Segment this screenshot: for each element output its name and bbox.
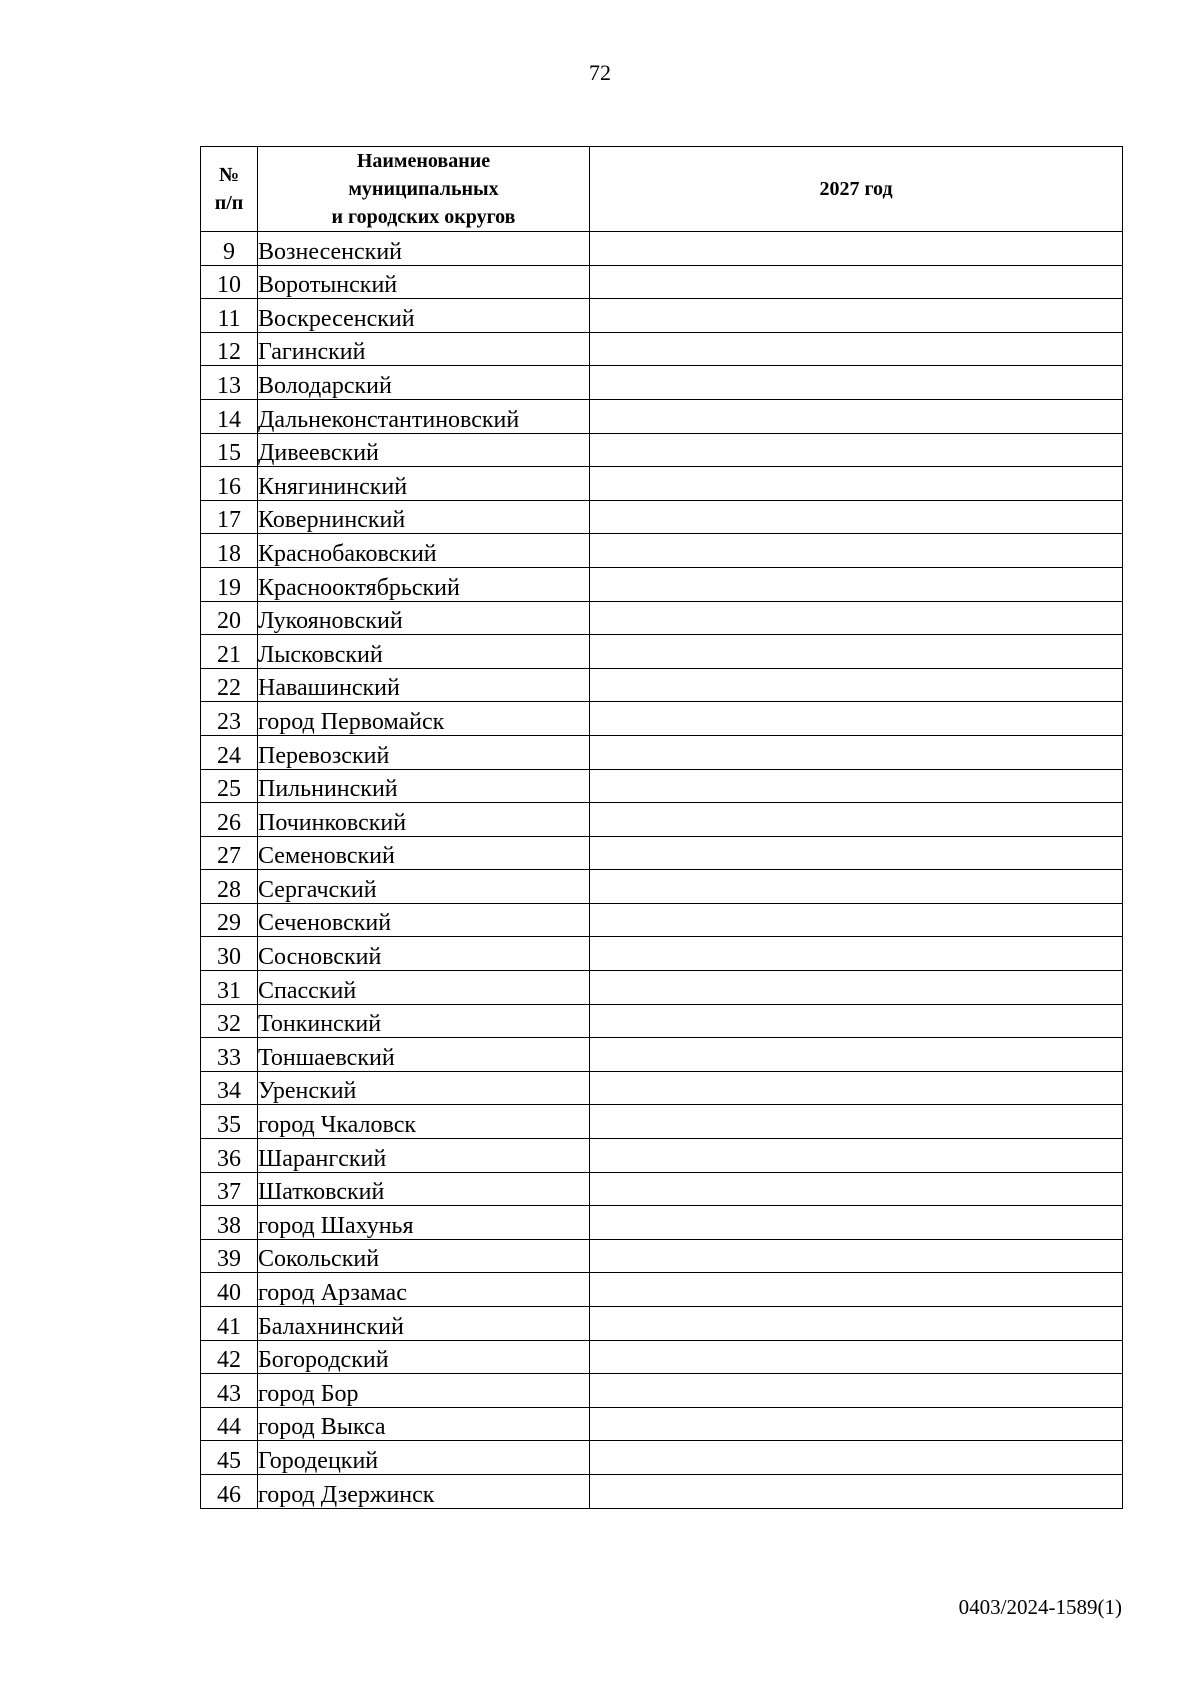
header-year: 2027 год bbox=[590, 147, 1123, 232]
row-number: 38 bbox=[201, 1206, 258, 1240]
table-body bbox=[201, 232, 1123, 1509]
year-2027-value bbox=[590, 803, 1123, 837]
row-number: 23 bbox=[201, 702, 258, 736]
district-name: Воротынский bbox=[258, 265, 590, 299]
district-name: Перевозский bbox=[258, 735, 590, 769]
table-row bbox=[201, 467, 1123, 501]
district-name: Починковский bbox=[258, 803, 590, 837]
district-name: Лукояновский bbox=[258, 601, 590, 635]
table-row bbox=[201, 668, 1123, 702]
year-2027-value bbox=[590, 836, 1123, 870]
row-number: 28 bbox=[201, 870, 258, 904]
district-name: Сокольский bbox=[258, 1239, 590, 1273]
row-number: 30 bbox=[201, 937, 258, 971]
row-number: 43 bbox=[201, 1374, 258, 1408]
district-name: город Чкаловск bbox=[258, 1105, 590, 1139]
year-2027-value bbox=[590, 735, 1123, 769]
row-number: 29 bbox=[201, 903, 258, 937]
year-2027-value bbox=[590, 1340, 1123, 1374]
year-2027-value bbox=[590, 1273, 1123, 1307]
row-number: 42 bbox=[201, 1340, 258, 1374]
table-row bbox=[201, 903, 1123, 937]
table-row bbox=[201, 1407, 1123, 1441]
year-2027-value bbox=[590, 332, 1123, 366]
year-2027-value bbox=[590, 399, 1123, 433]
district-name: Спасский bbox=[258, 971, 590, 1005]
district-name: город Бор bbox=[258, 1374, 590, 1408]
table-row bbox=[201, 769, 1123, 803]
district-name: Краснобаковский bbox=[258, 534, 590, 568]
row-number: 9 bbox=[201, 232, 258, 266]
district-name: город Шахунья bbox=[258, 1206, 590, 1240]
table-row bbox=[201, 232, 1123, 266]
row-number: 36 bbox=[201, 1139, 258, 1173]
district-name: Сергачский bbox=[258, 870, 590, 904]
district-name: Дальнеконстантиновский bbox=[258, 399, 590, 433]
table-row bbox=[201, 500, 1123, 534]
table-row bbox=[201, 937, 1123, 971]
row-number: 32 bbox=[201, 1004, 258, 1038]
table-row bbox=[201, 332, 1123, 366]
table-row bbox=[201, 1374, 1123, 1408]
table-row bbox=[201, 836, 1123, 870]
year-2027-value bbox=[590, 769, 1123, 803]
table-row bbox=[201, 735, 1123, 769]
table-row bbox=[201, 1307, 1123, 1341]
row-number: 26 bbox=[201, 803, 258, 837]
year-2027-value bbox=[590, 601, 1123, 635]
year-2027-value bbox=[590, 1441, 1123, 1475]
year-2027-value bbox=[590, 299, 1123, 333]
table-row bbox=[201, 1172, 1123, 1206]
year-2027-value bbox=[590, 1239, 1123, 1273]
row-number: 37 bbox=[201, 1172, 258, 1206]
district-name: Шарангский bbox=[258, 1139, 590, 1173]
row-number: 33 bbox=[201, 1038, 258, 1072]
row-number: 13 bbox=[201, 366, 258, 400]
year-2027-value bbox=[590, 1139, 1123, 1173]
year-2027-value bbox=[590, 903, 1123, 937]
table-row bbox=[201, 1474, 1123, 1508]
district-name: Володарский bbox=[258, 366, 590, 400]
district-name: Сеченовский bbox=[258, 903, 590, 937]
year-2027-value bbox=[590, 1206, 1123, 1240]
row-number: 46 bbox=[201, 1474, 258, 1508]
district-name: Краснооктябрьский bbox=[258, 567, 590, 601]
district-name: Городецкий bbox=[258, 1441, 590, 1475]
district-name: Княгининский bbox=[258, 467, 590, 501]
table-row bbox=[201, 803, 1123, 837]
year-2027-value bbox=[590, 1105, 1123, 1139]
row-number: 10 bbox=[201, 265, 258, 299]
district-name: Семеновский bbox=[258, 836, 590, 870]
row-number: 24 bbox=[201, 735, 258, 769]
row-number: 39 bbox=[201, 1239, 258, 1273]
year-2027-value bbox=[590, 1307, 1123, 1341]
row-number: 11 bbox=[201, 299, 258, 333]
year-2027-value bbox=[590, 635, 1123, 669]
row-number: 25 bbox=[201, 769, 258, 803]
district-name: Гагинский bbox=[258, 332, 590, 366]
table-row bbox=[201, 870, 1123, 904]
year-2027-value bbox=[590, 467, 1123, 501]
table-row bbox=[201, 299, 1123, 333]
district-name: Балахнинский bbox=[258, 1307, 590, 1341]
year-2027-value bbox=[590, 702, 1123, 736]
table-row bbox=[201, 1004, 1123, 1038]
year-2027-value bbox=[590, 1474, 1123, 1508]
year-2027-value bbox=[590, 1172, 1123, 1206]
row-number: 20 bbox=[201, 601, 258, 635]
row-number: 45 bbox=[201, 1441, 258, 1475]
table-row bbox=[201, 601, 1123, 635]
year-2027-value bbox=[590, 870, 1123, 904]
row-number: 16 bbox=[201, 467, 258, 501]
table-row bbox=[201, 1239, 1123, 1273]
row-number: 41 bbox=[201, 1307, 258, 1341]
row-number: 21 bbox=[201, 635, 258, 669]
table-header-row bbox=[201, 147, 1123, 232]
table-row bbox=[201, 971, 1123, 1005]
row-number: 14 bbox=[201, 399, 258, 433]
district-name: Пильнинский bbox=[258, 769, 590, 803]
year-2027-value bbox=[590, 668, 1123, 702]
district-name: Тонкинский bbox=[258, 1004, 590, 1038]
table-row bbox=[201, 534, 1123, 568]
district-name: город Первомайск bbox=[258, 702, 590, 736]
year-2027-value bbox=[590, 1004, 1123, 1038]
year-2027-value bbox=[590, 937, 1123, 971]
year-2027-value bbox=[590, 971, 1123, 1005]
district-name: город Выкса bbox=[258, 1407, 590, 1441]
document-code: 0403/2024-1589(1) bbox=[958, 1595, 1122, 1619]
year-2027-value bbox=[590, 534, 1123, 568]
table-row bbox=[201, 567, 1123, 601]
row-number: 18 bbox=[201, 534, 258, 568]
year-2027-value bbox=[590, 1071, 1123, 1105]
row-number: 19 bbox=[201, 567, 258, 601]
year-2027-value bbox=[590, 265, 1123, 299]
row-number: 22 bbox=[201, 668, 258, 702]
table-row bbox=[201, 1038, 1123, 1072]
district-name: Богородский bbox=[258, 1340, 590, 1374]
row-number: 15 bbox=[201, 433, 258, 467]
year-2027-value bbox=[590, 1038, 1123, 1072]
row-number: 40 bbox=[201, 1273, 258, 1307]
district-name: Ковернинский bbox=[258, 500, 590, 534]
year-2027-value bbox=[590, 1374, 1123, 1408]
row-number: 17 bbox=[201, 500, 258, 534]
table-row bbox=[201, 1340, 1123, 1374]
municipal-districts-table bbox=[200, 146, 1123, 1509]
row-number: 31 bbox=[201, 971, 258, 1005]
district-name: Уренский bbox=[258, 1071, 590, 1105]
header-name: Наименование муниципальных и городских округов bbox=[258, 147, 590, 232]
table-row bbox=[201, 265, 1123, 299]
table-row bbox=[201, 366, 1123, 400]
district-name: Дивеевский bbox=[258, 433, 590, 467]
year-2027-value bbox=[590, 500, 1123, 534]
year-2027-value bbox=[590, 232, 1123, 266]
table-row bbox=[201, 399, 1123, 433]
year-2027-value bbox=[590, 433, 1123, 467]
district-name: город Арзамас bbox=[258, 1273, 590, 1307]
table-row bbox=[201, 1206, 1123, 1240]
district-name: Воскресенский bbox=[258, 299, 590, 333]
table-row bbox=[201, 1071, 1123, 1105]
district-name: Вознесенский bbox=[258, 232, 590, 266]
table-row bbox=[201, 635, 1123, 669]
table-row bbox=[201, 1105, 1123, 1139]
header-number: № п/п bbox=[201, 147, 258, 232]
row-number: 34 bbox=[201, 1071, 258, 1105]
row-number: 27 bbox=[201, 836, 258, 870]
district-name: Сосновский bbox=[258, 937, 590, 971]
table-row bbox=[201, 1441, 1123, 1475]
row-number: 12 bbox=[201, 332, 258, 366]
table-row bbox=[201, 1273, 1123, 1307]
district-name: Шатковский bbox=[258, 1172, 590, 1206]
year-2027-value bbox=[590, 567, 1123, 601]
table-row bbox=[201, 702, 1123, 736]
district-name: Навашинский bbox=[258, 668, 590, 702]
row-number: 44 bbox=[201, 1407, 258, 1441]
table-row bbox=[201, 433, 1123, 467]
table-row bbox=[201, 1139, 1123, 1173]
district-name: Лысковский bbox=[258, 635, 590, 669]
year-2027-value bbox=[590, 1407, 1123, 1441]
district-name: город Дзержинск bbox=[258, 1474, 590, 1508]
page-number: 72 bbox=[589, 60, 611, 85]
district-name: Тоншаевский bbox=[258, 1038, 590, 1072]
row-number: 35 bbox=[201, 1105, 258, 1139]
year-2027-value bbox=[590, 366, 1123, 400]
